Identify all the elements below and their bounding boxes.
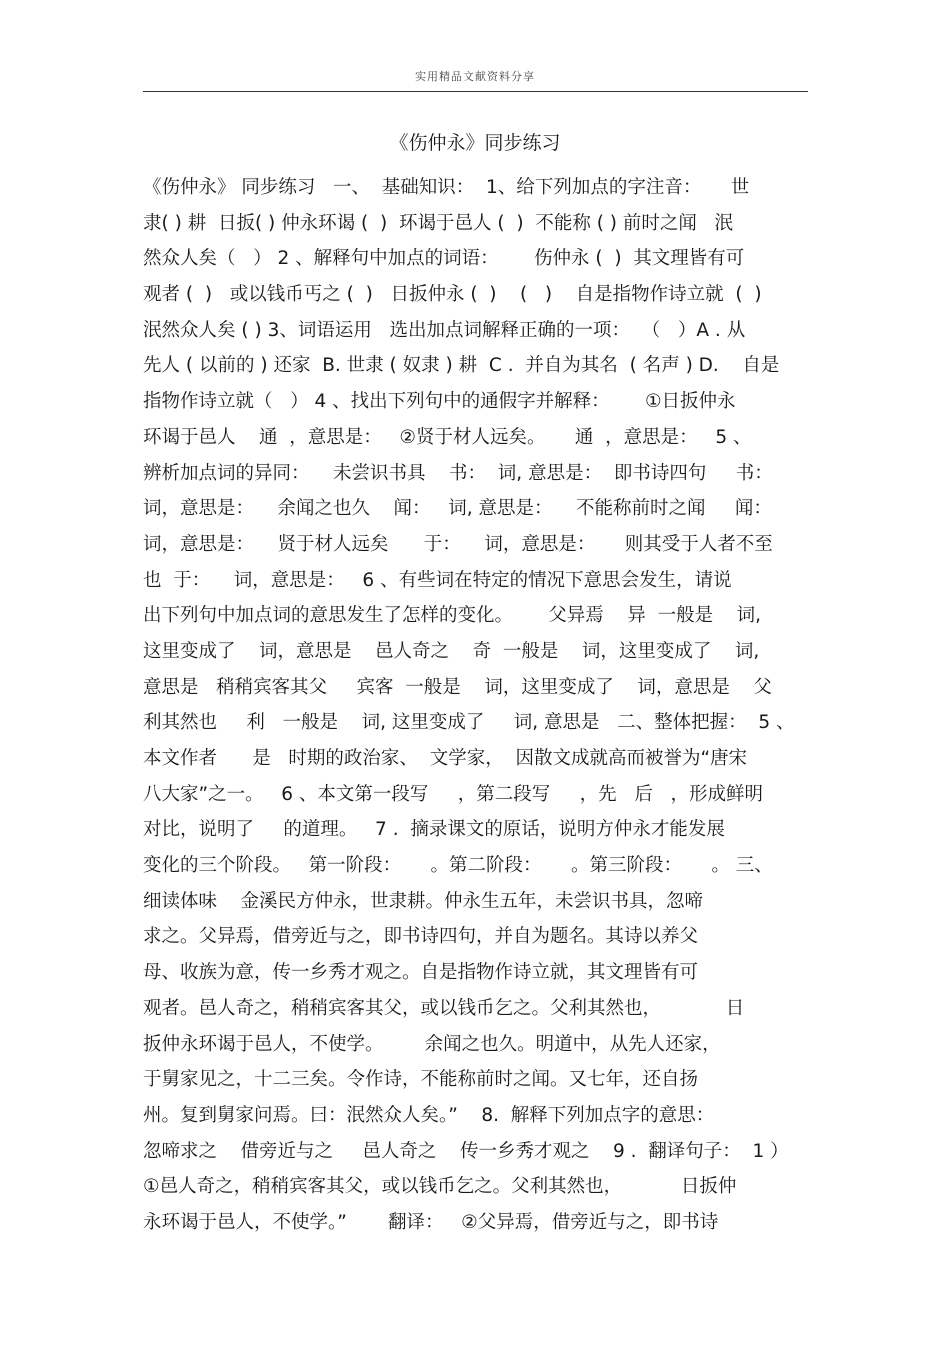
- body-line: 词，意思是： 余闻之也久 闻： 词, 意思是： 不能称前时之闻 闻：: [143, 498, 772, 520]
- body-line: 意思是 稍稍宾客其父 宾客 一般是 词，这里变成了 词，意思是 父: [143, 676, 772, 698]
- body-line: 也 于： 词，意思是： 6 、有些词在特定的情况下意思会发生，请说: [143, 569, 732, 591]
- body-line: 隶( ) 耕 日扳( ) 仲永环谒 ( ) 环谒于邑人 ( ) 不能称 ( ) 前时之闻 泯: [143, 212, 734, 234]
- document-title: 《伤仲永》同步练习: [389, 132, 561, 154]
- body-line: 于舅家见之，十二三矣。令作诗，不能称前时之闻。又七年，还自扬: [143, 1069, 699, 1091]
- body-line: 泯然众人矣 ( ) 3、词语运用 选出加点词解释正确的一项： （ ）A . 从: [143, 319, 746, 341]
- body-line: 观者 ( ) 或以钱币丐之 ( ) 日扳仲永 ( ) ( ) 自是指物作诗立就 ( ): [143, 284, 762, 306]
- body-line: 求之。父异焉，借旁近与之，即书诗四句，并自为题名。其诗以养父: [143, 926, 699, 948]
- body-line: 变化的三个阶段。 第一阶段： 。第二阶段： 。第三阶段： 。 三、: [143, 855, 773, 877]
- body-line: 细读体味 金溪民方仲永，世隶耕。仲永生五年，未尝识书具，忽啼: [143, 890, 704, 912]
- body-line: 扳仲永环谒于邑人，不使学。 余闻之也久。明道中，从先人还家，: [143, 1033, 721, 1055]
- body-line: 州。复到舅家问焉。曰：泯然众人矣。” 8. 解释下列加点字的意思：: [143, 1104, 715, 1126]
- running-header: 实用精品文献资料分享: [415, 70, 535, 83]
- header-divider: [143, 91, 808, 92]
- body-line: 先人 ( 以前的 ) 还家 B. 世隶 ( 奴隶 ) 耕 C . 并自为其名 ( 名声 ) D. 自是: [143, 355, 780, 377]
- body-line: 然众人矣（ ） 2 、解释句中加点的词语： 伤仲永 ( ) 其文理皆有可: [143, 248, 745, 270]
- body-line: ①邑人奇之，稍稍宾客其父，或以钱币乞之。父利其然也， 日扳仲: [143, 1176, 737, 1198]
- body-line: 母、收族为意，传一乡秀才观之。自是指物作诗立就，其文理皆有可: [143, 962, 699, 984]
- body-line: 辨析加点词的异同： 未尝识书具 书： 词, 意思是： 即书诗四句 书：: [143, 462, 773, 484]
- body-line: 八大家”之一。 6 、本文第一段写 ，第二段写 ，先 后 ，形成鲜明: [143, 783, 763, 805]
- body-line: 指物作诗立就（ ） 4 、找出下列句中的通假字并解释： ①日扳仲永: [143, 391, 736, 413]
- body-line: 观者。邑人奇之，稍稍宾客其父，或以钱币乞之。父利其然也， 日: [143, 997, 745, 1019]
- body-line: 本文作者 是 时期的政治家、 文学家， 因散文成就高而被誉为“唐宋: [143, 748, 748, 769]
- body-line: 利其然也 利 一般是 词, 这里变成了 词, 意思是 二、整体把握： 5 、: [143, 712, 795, 734]
- body-line: 环谒于邑人 通 ，意思是： ②贤于材人远矣。 通 ，意思是： 5 、: [143, 426, 752, 448]
- document-body: [143, 170, 811, 1241]
- body-line: 词，意思是： 贤于材人远矣 于： 词，意思是： 则其受于人者不至: [143, 533, 773, 555]
- body-line: 对比，说明了 的道理。 7 . 摘录课文的原话，说明方仲永才能发展: [143, 819, 725, 841]
- body-line: 出下列句中加点词的意思发生了怎样的变化。 父异焉 异 一般是 词,: [143, 605, 761, 627]
- body-line: 永环谒于邑人，不使学。” 翻译： ②父异焉，借旁近与之，即书诗: [143, 1211, 719, 1233]
- body-line: 这里变成了 词，意思是 邑人奇之 奇 一般是 词，这里变成了 词,: [143, 640, 760, 662]
- body-line: 忽啼求之 借旁近与之 邑人奇之 传一乡秀才观之 9 . 翻译句子： 1 ）: [143, 1140, 789, 1162]
- body-line: 《伤仲永》 同步练习 一、 基础知识： 1、给下列加点的字注音： 世: [143, 177, 750, 198]
